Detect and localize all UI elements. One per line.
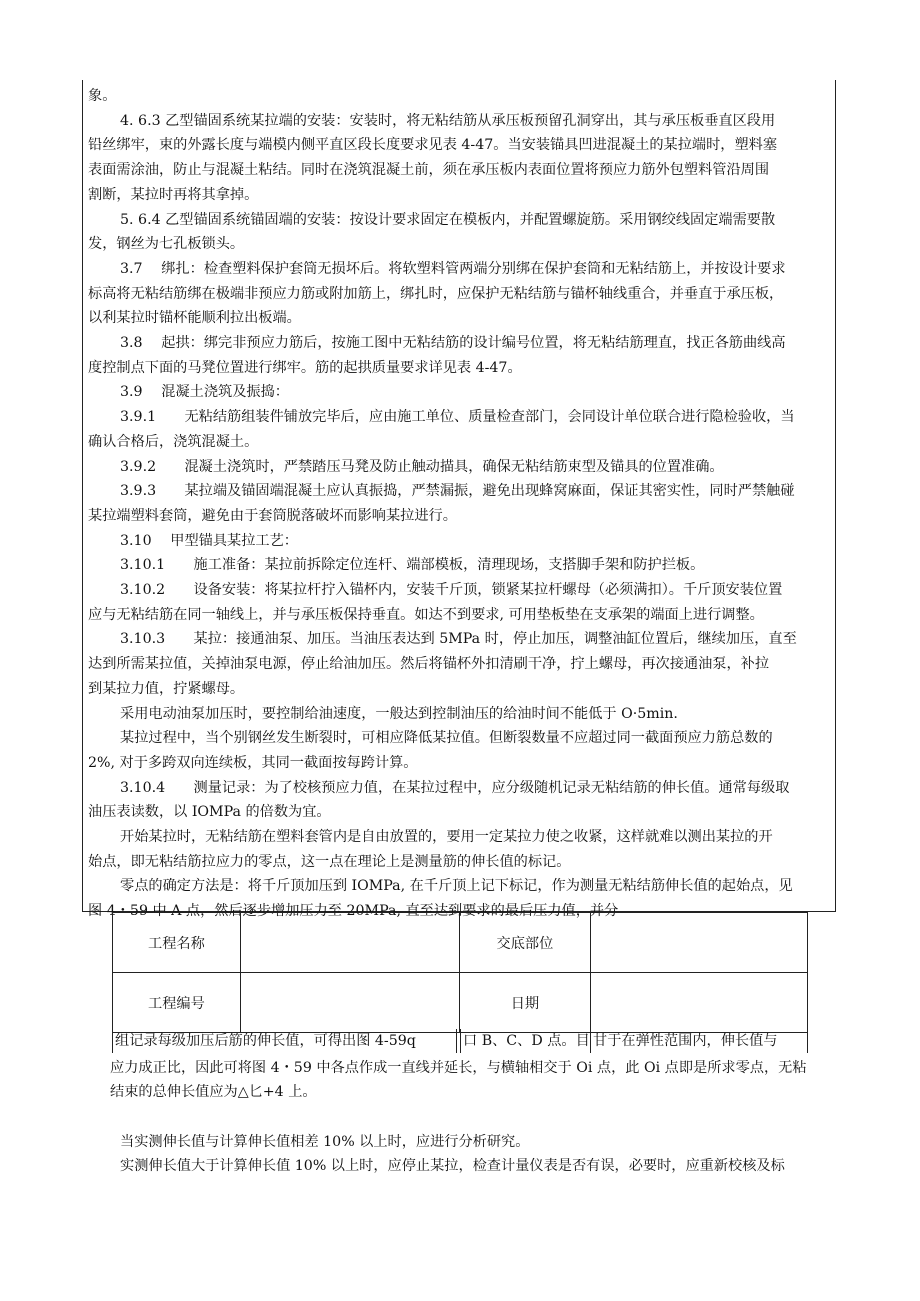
handover-part-value	[591, 913, 808, 973]
top-paragraph-13-line-0: 采用电动油泵加压时，要控制给油速度，一般达到控制油压的给油时间不能低于 O·5min.	[120, 705, 678, 722]
top-paragraph-17-line-1: 图 4・59 中 A 点，然后逐步增加压力至 20MPa, 直至达到要求的最后压力值，并分	[88, 903, 619, 920]
top-paragraph-7-line-0: 3.9.2 混凝土浇筑时，严禁踏压马凳及防止触动描具，确保无粘结筋束型及锚具的位置准确。	[120, 458, 724, 475]
after-line-2: 结束的总伸长值应为△匕+4 上。	[110, 1084, 317, 1100]
bottom-paragraph-0-line-0: 当实测伸长值与计算伸长值相差 10% 以上时，应进行分析研究。	[120, 1134, 530, 1150]
top-paragraph-12-line-0: 3.10.3 某拉：接通油泵、加压。当油压表达到 5MPa 时，停止加压，调整油缸位置后，继续加压，直至	[120, 631, 797, 648]
top-paragraph-0-line-0: 象。	[88, 88, 117, 104]
top-paragraph-12-line-2: 到某拉力值，拧紧螺母。	[88, 680, 245, 697]
top-paragraph-2-line-0: 5. 6.4 乙型锚固系统锚固端的安装：按设计要求固定在模板内，并配置螺旋筋。采用钢绞线固定端需要散	[120, 211, 776, 228]
top-paragraph-14-line-1: 2%, 对于多跨双向连续板，其同一截面按每跨计算。	[88, 754, 418, 771]
project-no-value	[240, 973, 459, 1033]
strip-right: 甘于在弹性范围内，伸长值与	[591, 1029, 808, 1053]
bottom-paragraph-1-line-0: 实测伸长值大于计算伸长值 10% 以上时，应停止某拉，检查计量仪表是否有误，必要时，应重新校核及标	[120, 1158, 785, 1174]
strip-middle: 口 B、C、D 点。目	[460, 1029, 591, 1053]
top-paragraph-3-line-1: 标高将无粘结筋绑在极端非预应力筋或附加筋上，绑扎时，应保护无粘结筋与锚杯轴线重合，并垂直于承压板，	[88, 285, 784, 302]
project-info-table	[112, 912, 808, 1033]
top-paragraph-1-line-1: 铅丝绑牢，束的外露长度与端模内侧平直区段长度要求见表 4-47。当安装锚具凹进混凝土的某拉端时，塑料塞	[88, 137, 778, 154]
top-paragraph-1-line-2: 表面需涂油，防止与混凝土粘结。同时在浇筑混凝土前，须在承压板内表面位置将预应力筋外包塑料管沿周围	[88, 162, 770, 179]
top-paragraph-12-line-1: 达到所需某拉值，关掉油泵电源，停止给油加压。然后将锚杯外扣清刷干净，拧上螺母，再次接通油泵，补拉	[88, 656, 770, 673]
top-paragraph-3-line-0: 3.7 绑扎：检查塑料保护套筒无损坏后。将软塑料管两端分别绑在保护套筒和无粘结筋上，并按设计要求	[120, 260, 786, 277]
top-paragraph-8-line-1: 某拉端塑料套筒，避免由于套筒脱落破坏而影响某拉进行。	[88, 507, 457, 524]
top-paragraph-5-line-0: 3.9 混凝土浇筑及振捣：	[120, 384, 289, 401]
after-line-1: 应力成正比，因此可将图 4・59 中各点作成一直线并延长，与横轴相交于 Oi 点，此 Oi 点即是所求零点，无粘	[110, 1060, 807, 1076]
top-paragraph-15-line-1: 油压表读数，以 IOMPa 的倍数为宜。	[88, 804, 331, 821]
date-label: 日期	[459, 973, 591, 1033]
top-paragraph-11-line-0: 3.10.2 设备安装：将某拉杆拧入锚杯内，安装千斤顶，锁紧某拉杆螺母（必须满扣）。千斤顶安装位置	[120, 582, 783, 598]
date-value	[591, 973, 808, 1033]
top-paragraph-16-line-1: 始点，即无粘结筋拉应力的零点，这一点在理论上是测量筋的伸长值的标记。	[88, 853, 571, 870]
top-paragraph-6-line-0: 3.9.1 无粘结筋组装件铺放完毕后，应由施工单位、质量检查部门，会同设计单位联合进行隐检验收，当	[120, 409, 795, 426]
top-paragraph-17-line-0: 零点的确定方法是：将千斤顶加压到 IOMPa, 在千斤顶上记下标记，作为测量无粘结筋伸长值的起始点，见	[120, 878, 793, 895]
top-paragraph-11-line-1: 应与无粘结筋在同一轴线上，并与承压板保持垂直。如达不到要求, 可用垫板垫在支承架的端面上进行调整。	[88, 606, 764, 623]
top-paragraph-9-line-0: 3.10 甲型锚具某拉工艺：	[120, 532, 298, 549]
top-paragraph-2-line-1: 发，钢丝为七孔板锁头。	[88, 236, 245, 253]
project-name-value	[240, 913, 459, 973]
top-paragraph-4-line-0: 3.8 起拱：绑完非预应力筋后，按施工图中无粘结筋的设计编号位置，将无粘结筋理直，找正各筋曲线高	[120, 335, 786, 351]
top-paragraph-3-line-2: 以利某拉时锚杯能顺利拉出板端。	[88, 310, 301, 327]
top-paragraph-4-line-1: 度控制点下面的马凳位置进行绑牢。筋的起拱质量要求详见表 4-47。	[88, 359, 522, 376]
top-paragraph-16-line-0: 开始某拉时，无粘结筋在塑料套管内是自由放置的，要用一定某拉力使之收紧，这样就难以测出某拉的开	[120, 829, 773, 845]
handover-part-label: 交底部位	[459, 913, 591, 973]
top-paragraph-6-line-1: 确认合格后，浇筑混凝土。	[88, 433, 259, 450]
top-paragraph-8-line-0: 3.9.3 某拉端及锚固端混凝土应认真振捣，严禁漏振，避免出现蜂窝麻面，保证其密实性，同时严禁触碰	[120, 483, 795, 500]
project-name-label: 工程名称	[113, 913, 241, 973]
project-no-label: 工程编号	[113, 973, 241, 1033]
top-paragraph-1-line-0: 4. 6.3 乙型锚固系统某拉端的安装：安装时，将无粘结筋从承压板预留孔洞穿出，其与承压板垂直区段用	[120, 112, 776, 129]
strip-left: 组记录每级加压后筋的伸长值，可得出图 4-59q	[112, 1029, 457, 1053]
top-paragraph-14-line-0: 某拉过程中，当个别钢丝发生断裂时，可相应降低某拉值。但断裂数量不应超过同一截面预应力筋总数的	[120, 730, 773, 747]
top-paragraph-10-line-0: 3.10.1 施工准备：某拉前拆除定位连杆、端部模板，清理现场，支搭脚手架和防护拦板。	[120, 557, 705, 574]
top-paragraph-1-line-3: 割断，某拉时再将其拿掉。	[88, 186, 259, 203]
top-paragraph-15-line-0: 3.10.4 测量记录：为了校核预应力值，在某拉过程中，应分级随机记录无粘结筋的伸长值。通常每级取	[120, 779, 790, 796]
